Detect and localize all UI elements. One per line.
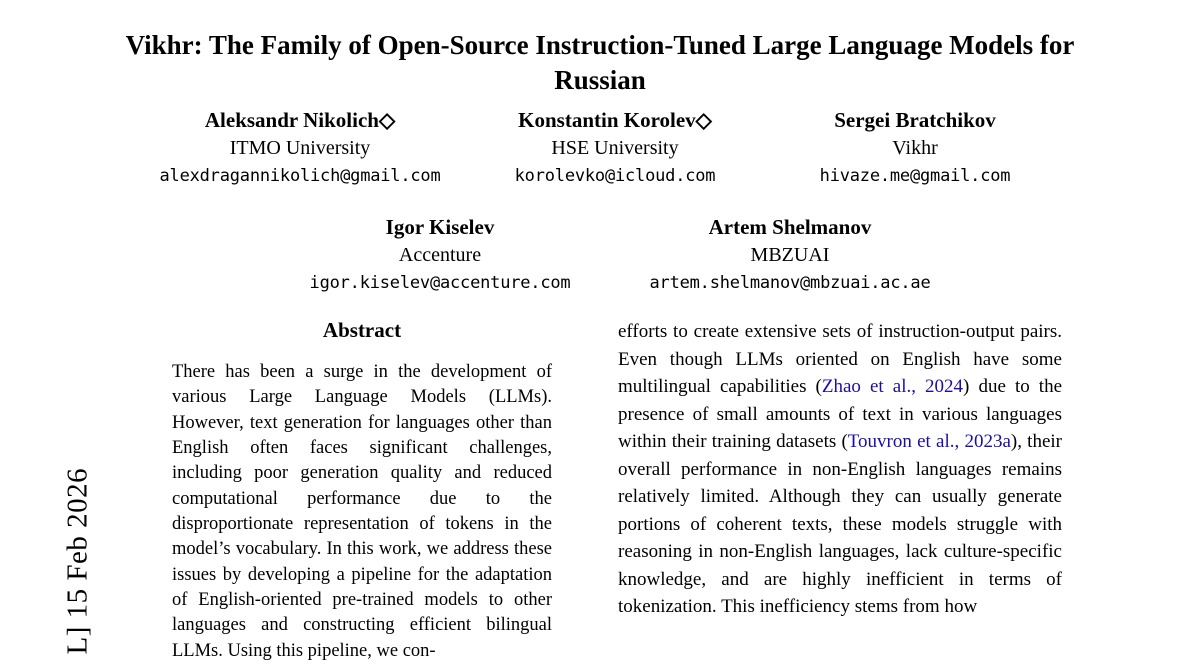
intro-text-part-2: ) due to the presence of small amounts of text in various languages within their training datasets (	[618, 376, 1062, 453]
left-column	[172, 318, 552, 664]
arxiv-stamp: L] 15 Feb 2026	[61, 467, 94, 655]
introduction-text	[618, 318, 1062, 621]
author-block	[465, 106, 765, 191]
author-name: Artem Shelmanov	[708, 214, 872, 239]
author-name: Konstantin Korolev◇	[518, 108, 712, 132]
author-row-1	[110, 106, 1090, 191]
author-block	[610, 213, 970, 298]
right-column	[618, 318, 1062, 621]
intro-text-part-3: ), their overall performance in non-English languages remains relatively limited. Although they can usually generate portions of coherent texts, these models struggle with reasoning in non-English languages, lack culture-specific knowledge, and are highly inefficient in terms of tokenization. This inefficiency stems from how	[618, 431, 1062, 618]
author-affiliation: MBZUAI	[750, 243, 830, 266]
author-affiliation: Vikhr	[892, 137, 938, 160]
author-block	[135, 106, 465, 191]
author-affiliation: Accenture	[398, 243, 482, 266]
author-name: Sergei Bratchikov	[834, 108, 996, 132]
author-email: hivaze.me@gmail.com	[819, 166, 1011, 187]
body-columns	[0, 318, 1200, 661]
author-affiliation: ITMO University	[229, 137, 371, 160]
author-affiliation: HSE University	[551, 137, 679, 160]
citation-link[interactable]: Touvron et al., 2023a	[847, 431, 1011, 453]
author-block	[270, 213, 610, 298]
author-email: alexdragannikolich@gmail.com	[159, 166, 441, 187]
citation-link[interactable]: Zhao et al., 2024	[821, 376, 964, 398]
page-title: Vikhr: The Family of Open-Source Instruction-Tuned Large Language Models for Russian	[125, 30, 1075, 95]
author-email: artem.shelmanov@mbzuai.ac.ae	[649, 272, 931, 293]
intro-text-part-1: efforts to create extensive sets of instruction-output pairs. Even though LLMs oriented on English have some multilingual capabilities (	[618, 321, 1062, 398]
abstract-heading: Abstract	[322, 318, 402, 342]
abstract-text: There has been a surge in the development of various Large Language Models (LLMs). However, text generation for languages other than English often faces significant challenges, including poor generation quality and reduced computational performance due to the disproportionate representation of tokens in the model’s vocabulary. In this work, we address these issues by developing a pipeline for the adaptation of English-oriented pre-trained models to other languages and constructing efficient bilingual LLMs. Using this pipeline, we con-	[172, 362, 552, 661]
author-block	[765, 106, 1065, 191]
author-name: Aleksandr Nikolich◇	[204, 108, 396, 132]
author-name: Igor Kiselev	[385, 214, 495, 239]
author-email: igor.kiselev@accenture.com	[309, 272, 571, 293]
author-row-2	[110, 213, 1090, 298]
author-list	[110, 106, 1090, 297]
author-email: korolevko@icloud.com	[514, 166, 716, 187]
